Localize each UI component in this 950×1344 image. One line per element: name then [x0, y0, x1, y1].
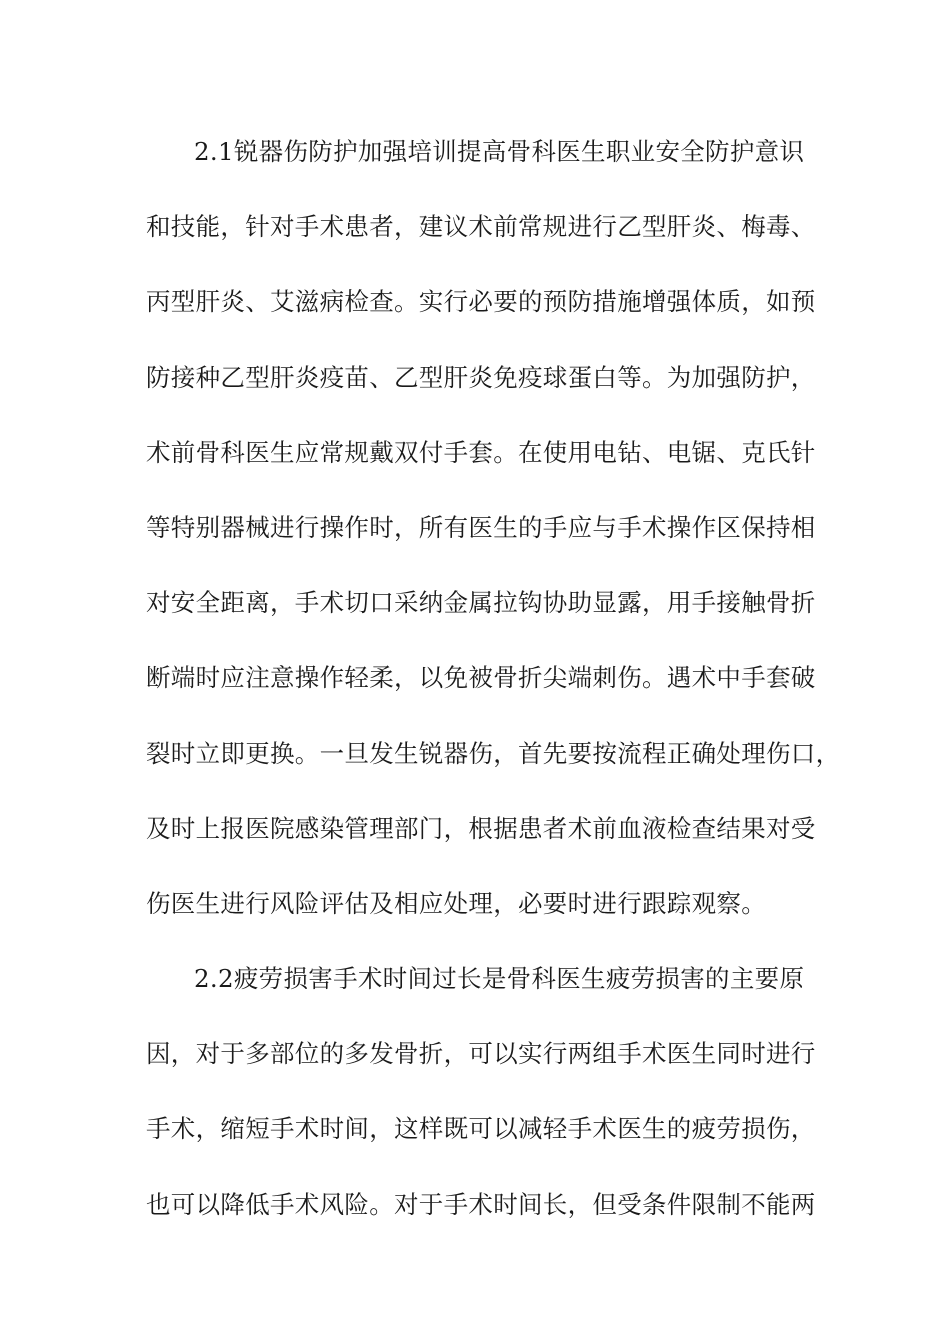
text-line: 伤医生进行风险评估及相应处理，必要时进行跟踪观察。: [146, 888, 766, 918]
text-line: 防接种乙型肝炎疫苗、乙型肝炎免疫球蛋白等。为加强防护，: [146, 362, 816, 392]
text-line: 对安全距离，手术切口采纳金属拉钩协助显露，用手接触骨折: [146, 588, 816, 618]
text-line: 等特别器械进行操作时，所有医生的手应与手术操作区保持相: [146, 512, 816, 542]
text-line: 裂时立即更换。一旦发生锐器伤，首先要按流程正确处理伤口，: [146, 738, 841, 768]
text-line: 2.1锐器伤防护加强培训提高骨科医生职业安全防护意识: [194, 137, 805, 166]
body-text: [146, 126, 841, 1254]
text-line: 和技能，针对手术患者，建议术前常规进行乙型肝炎、梅毒、: [146, 212, 816, 242]
text-line: 丙型肝炎、艾滋病检查。实行必要的预防措施增强体质，如预: [146, 287, 816, 317]
text-line: 术前骨科医生应常规戴双付手套。在使用电钻、电锯、克氏针: [146, 437, 816, 467]
text-line: 2.2疲劳损害手术时间过长是骨科医生疲劳损害的主要原: [194, 964, 805, 994]
text-line: 手术，缩短手术时间，这样既可以减轻手术医生的疲劳损伤，: [146, 1114, 816, 1144]
paragraph-fatigue-damage: [146, 953, 826, 1254]
text-line: 及时上报医院感染管理部门，根据患者术前血液检查结果对受: [146, 813, 816, 843]
text-line: 断端时应注意操作轻柔，以免被骨折尖端刺伤。遇术中手套破: [146, 663, 816, 693]
paragraph-sharps-injury-protection: [146, 126, 841, 953]
text-line: 也可以降低手术风险。对于手术时间长，但受条件限制不能两: [146, 1189, 816, 1219]
text-line: 因，对于多部位的多发骨折，可以实行两组手术医生同时进行: [146, 1039, 816, 1069]
